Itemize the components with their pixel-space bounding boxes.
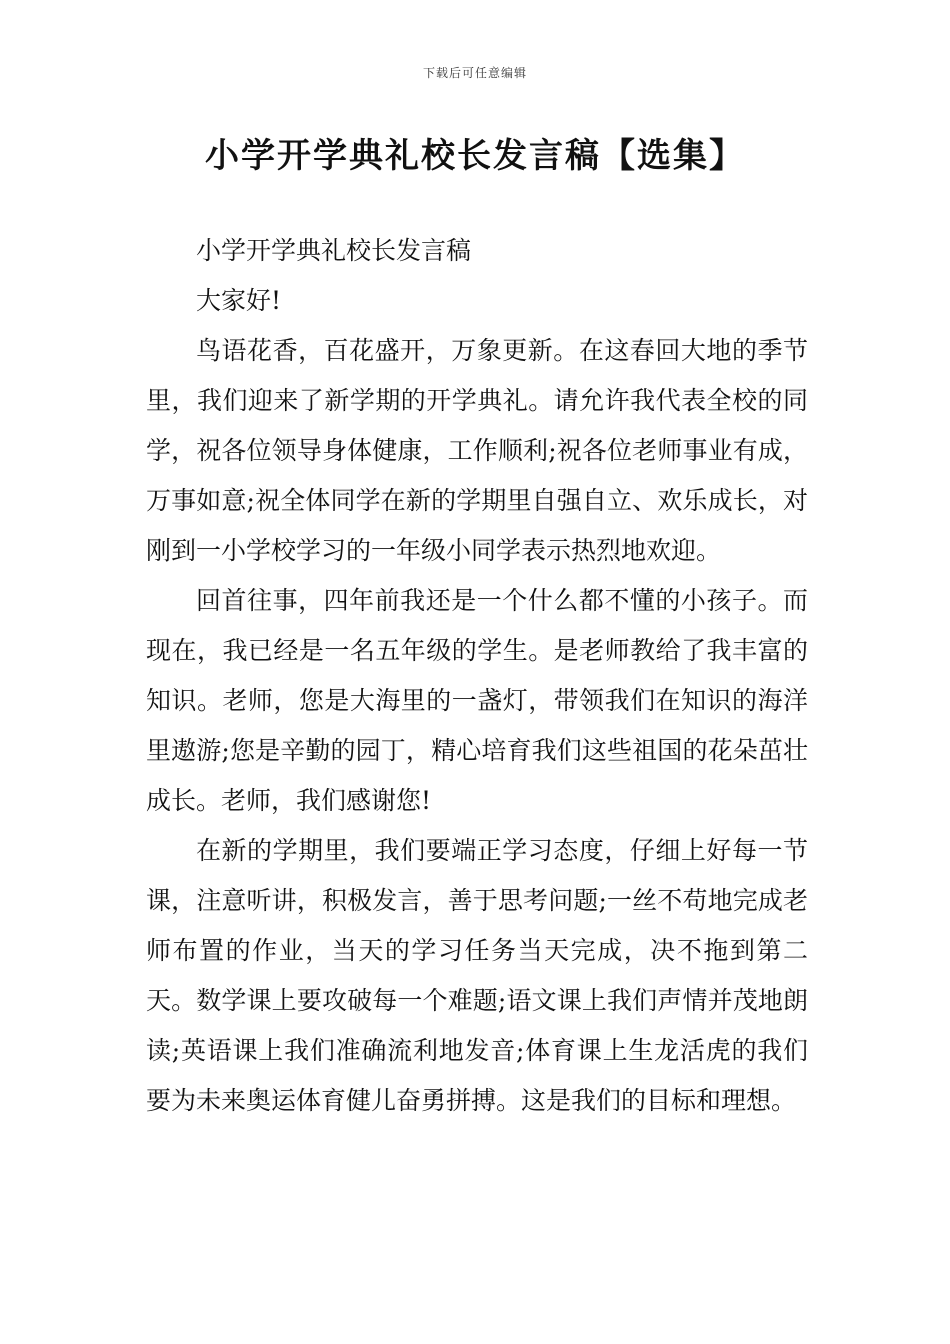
header-note: 下载后可任意编辑 (422, 66, 527, 80)
document-body (146, 226, 808, 1126)
subtitle-paragraph: 小学开学典礼校长发言稿 (196, 236, 472, 265)
body-paragraph: 在新的学期里，我们要端正学习态度，仔细上好每一节课，注意听讲，积极发言，善于思考问题;一丝不苟地完成老师布置的作业，当天的学习任务当天完成，决不拖到第二天。数学课上要攻破每一个难题;语文课上我们声情并茂地朗读;英语课上我们准确流利地发音;体育课上生龙活虎的我们要为未来奥运体育健儿奋勇拼搏。这是我们的目标和理想。 (146, 836, 808, 1115)
body-paragraph: 回首往事，四年前我还是一个什么都不懂的小孩子。而现在，我已经是一名五年级的学生。是老师教给了我丰富的知识。老师，您是大海里的一盏灯，带领我们在知识的海洋里遨游;您是辛勤的园丁，精心培育我们这些祖国的花朵茁壮成长。老师，我们感谢您! (146, 586, 808, 815)
body-paragraph: 鸟语花香，百花盛开，万象更新。在这春回大地的季节里，我们迎来了新学期的开学典礼。请允许我代表全校的同学，祝各位领导身体健康，工作顺利;祝各位老师事业有成，万事如意;祝全体同学在新的学期里自强自立、欢乐成长，对刚到一小学校学习的一年级小同学表示热烈地欢迎。 (146, 336, 808, 565)
document-title: 小学开学典礼校长发言稿【选集】 (205, 136, 745, 176)
greeting-paragraph: 大家好! (196, 286, 282, 315)
